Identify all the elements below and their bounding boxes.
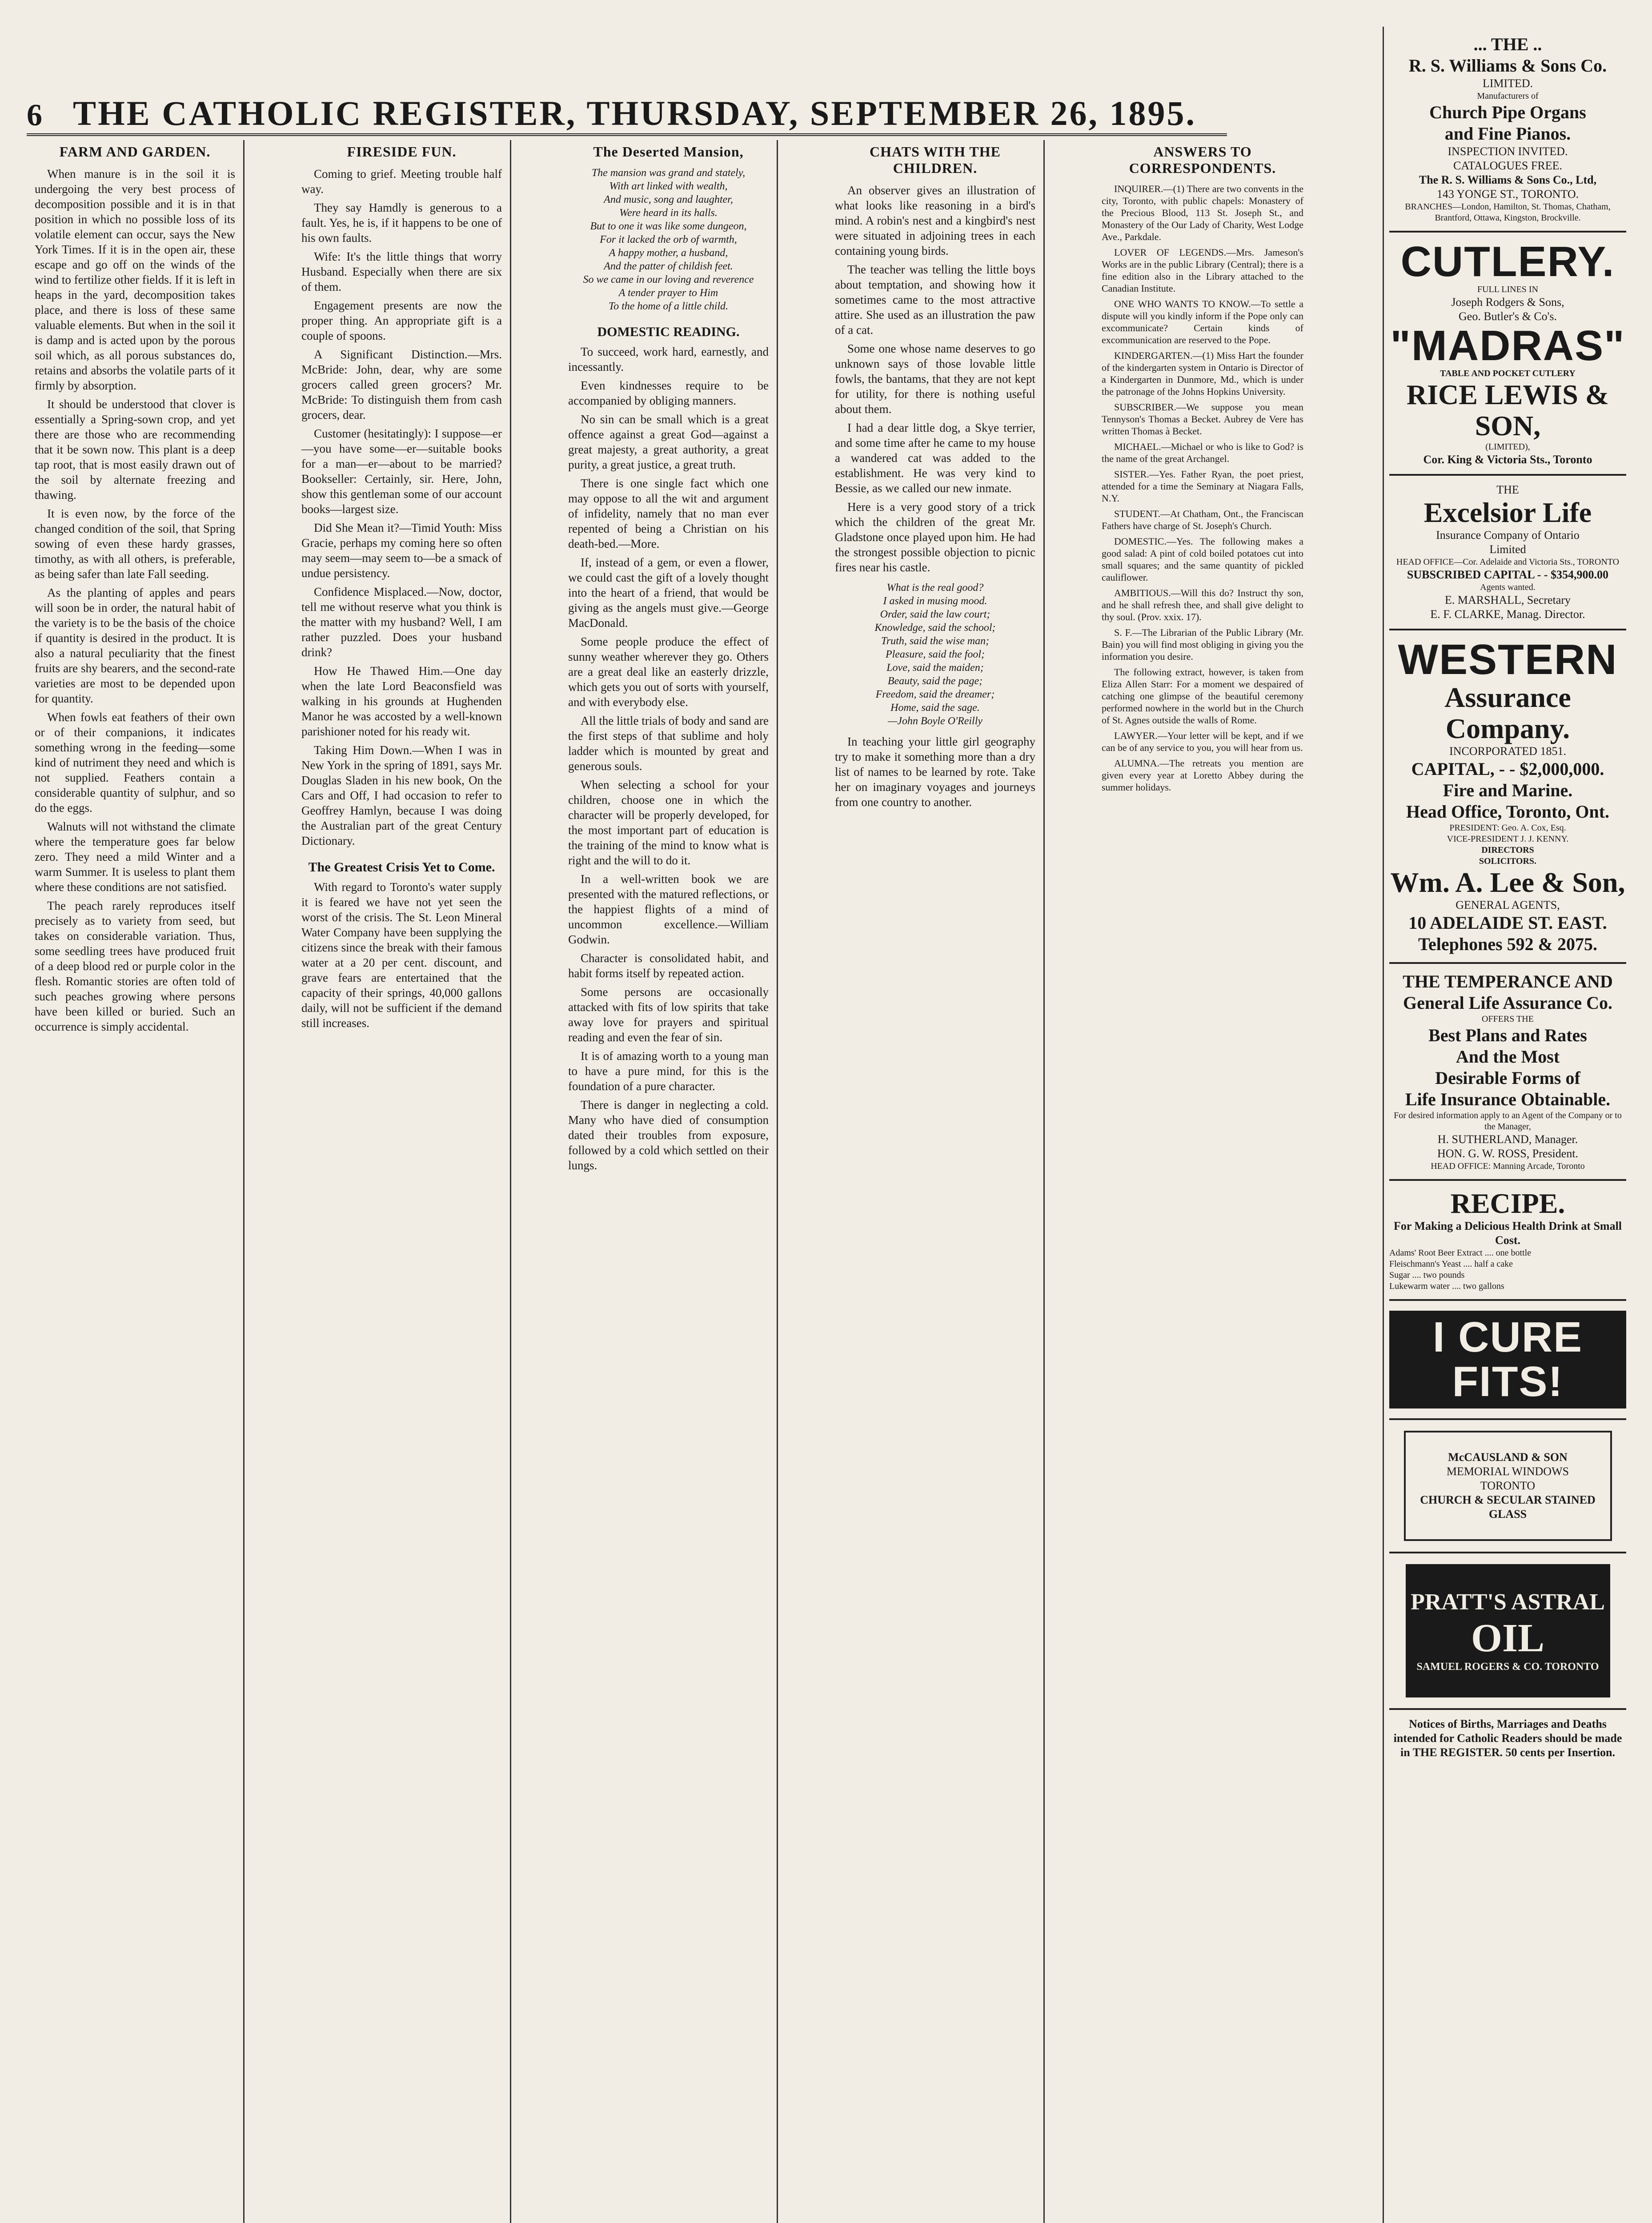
paragraph: They say Hamdly is generous to a fault. Yes, he is, if it happens to be one of his own faults.: [301, 201, 502, 245]
ad-title2: Assurance Company.: [1444, 682, 1571, 744]
ad-rice-limited: (LIMITED),: [1485, 442, 1530, 452]
ad-title: THE TEMPERANCE AND: [1403, 971, 1613, 991]
poem-line: Beauty, said the page;: [887, 675, 983, 687]
paragraph: AMBITIOUS.—Will this do? Instruct thy son, and he shall refresh thee, and shall give delight to thy soul. (Prov. xxix. 17).: [1102, 587, 1303, 622]
paragraph: Engagement presents are now the proper thing. An appropriate gift is a couple of spoons.: [301, 299, 502, 342]
poem-line: And music, song and laughter,: [604, 194, 733, 205]
paragraph: In a well-written book we are presented with the matured reflections, or the happiest flights of a mind of uncommon excellence.—William Godwin.: [568, 872, 769, 946]
paragraph: Customer (hesitatingly): I suppose—er—you have some—er—suitable books for a man—er—about to be married? Bookseller: Certainly, sir. Here, John, show this gentleman some of our account books—largest size.: [301, 427, 502, 516]
ad-temperance-life: [1389, 964, 1626, 1181]
pratts-logo: [1406, 1564, 1610, 1697]
ad-apply: For desired information apply to an Agent of the Company or to the Manager,: [1394, 1111, 1622, 1132]
ad-manufacturers: Manufacturers of: [1477, 91, 1539, 101]
column-heading: FIRESIDE FUN.: [347, 144, 457, 160]
paragraph: Some one whose name deserves to go unknown says of those lovable little fowls, the bantams, that they are not kept for utility, for there is nothing useful about them.: [835, 342, 1035, 416]
poem-line: To the home of a little child.: [608, 301, 729, 312]
paragraph: How He Thawed Him.—One day when the late Lord Beaconsfield was walking in his grounds at Hughenden Manor he was accosted by a well-known parishioner noted for his ready wit.: [301, 664, 502, 738]
ad-cure-fits: [1389, 1301, 1626, 1420]
ad-title: CUTLERY.: [1400, 238, 1615, 285]
logo-line: SAMUEL ROGERS & CO. TORONTO: [1416, 1661, 1599, 1673]
ad-branches: BRANCHES—London, Hamilton, St. Thomas, Chatham, Brantford, Ottawa, Kingston, Brockville.: [1405, 202, 1611, 223]
paragraph: In teaching your little girl geography try to make it something more than a dry list of names to be learned by rote. Take her on imaginary voyages and journeys from one country to another.: [835, 735, 1035, 809]
ad-directors: DIRECTORS: [1481, 845, 1534, 855]
poem-line: Home, said the sage.: [890, 702, 980, 714]
ad-desirable: Desirable Forms of: [1435, 1068, 1580, 1088]
ad-fire-marine: Fire and Marine.: [1443, 780, 1573, 800]
paragraph: As the planting of apples and pears will soon be in order, the natural habit of the variety is to be the basis of the choice if quantity is desired in the product. It is also a natural peculiarity that the finest fruits are shy bearers, and the second-rate varieties are most to be depended upon for quantity.: [35, 586, 235, 705]
ad-ingredient: Adams' Root Beer Extract .... one bottle: [1389, 1248, 1532, 1258]
paragraph: Coming to grief. Meeting trouble half way.: [301, 167, 502, 196]
paragraph: When fowls eat feathers of their own or of their companions, it indicates something wrong in the feeding—some kind of nutriment they need and which is not supplied. Feathers contain a considerable quantity of sulphur, and so do the eggs.: [35, 710, 235, 815]
logo-line: CHURCH & SECULAR STAINED GLASS: [1420, 1493, 1596, 1521]
ad-inspection: INSPECTION INVITED.: [1448, 145, 1568, 158]
ad-president: PRESIDENT: Geo. A. Cox, Esq.: [1449, 823, 1566, 833]
paragraph: Here is a very good story of a trick which the children of the great Mr. Gladstone once played upon him. He had the strongest possible objection to picnic fires near his castle.: [835, 500, 1035, 574]
ad-maker: Geo. Butler's & Co's.: [1459, 310, 1557, 323]
paper-title: THE CATHOLIC REGISTER, THURSDAY, SEPTEMBER 26, 1895.: [73, 94, 1196, 132]
paragraph: If, instead of a gem, or even a flower, we could cast the gift of a lovely thought into the heart of a friend, that would be giving as the angels must give.—George MacDonald.: [568, 556, 769, 630]
ad-capital: CAPITAL, - - $2,000,000.: [1411, 759, 1604, 779]
ad-pratts-astral-oil: [1389, 1553, 1626, 1710]
logo-line: MEMORIAL WINDOWS: [1446, 1465, 1569, 1478]
ad-ingredient: Sugar .... two pounds: [1389, 1270, 1465, 1280]
paragraph: Even kindnesses require to be accompanied by obliging manners.: [568, 379, 769, 407]
logo-line: McCAUSLAND & SON: [1448, 1451, 1568, 1464]
ad-head-office: HEAD OFFICE—Cor. Adelaide and Victoria Sts., TORONTO: [1396, 557, 1620, 567]
ad-limited: LIMITED.: [1482, 77, 1533, 90]
masthead: [27, 84, 1227, 136]
subheading: The Greatest Crisis Yet to Come.: [308, 860, 495, 875]
poem: [835, 581, 1035, 728]
paragraph: ALUMNA.—The retreats you mention are given every year at Loretto Abbey during the summer holidays.: [1102, 758, 1303, 793]
ad-agent-role: GENERAL AGENTS,: [1456, 899, 1560, 911]
column-heading: FARM AND GARDEN.: [59, 144, 211, 160]
ad-secretary: E. MARSHALL, Secretary: [1444, 594, 1571, 606]
ad-madras-sub: TABLE AND POCKET CUTLERY: [1440, 369, 1576, 378]
paragraph: STUDENT.—At Chatham, Ont., the Franciscan Fathers have charge of St. Joseph's Church.: [1102, 508, 1303, 531]
paragraph: No sin can be small which is a great offence against a great God—against a great majesty, a great authority, a great purity, a great justice, a great truth.: [568, 413, 769, 471]
poem-line: Pleasure, said the fool;: [885, 649, 985, 660]
ad-ingredient: Fleischmann's Yeast .... half a cake: [1389, 1259, 1513, 1269]
ad-telephones: Telephones 592 & 2075.: [1418, 934, 1597, 954]
paragraph: LAWYER.—Your letter will be kept, and if we can be of any service to you, you will hear from us.: [1102, 730, 1303, 753]
subheading: DOMESTIC READING.: [597, 325, 740, 339]
page-number: 6: [27, 98, 42, 132]
poem-line: Truth, said the wise man;: [881, 635, 990, 647]
paragraph: It is even now, by the force of the changed condition of the soil, that Spring sowing of even these hardy grasses, timothy, as with all others, is preferable, as being safer than late Fall seeding.: [35, 507, 235, 581]
paragraph: Walnuts will not withstand the climate where the temperature goes far below zero. They need a mild Winter and a warm Summer. It is useless to plant them where these conditions are not satisfied.: [35, 820, 235, 894]
poem: [568, 166, 769, 313]
paragraph: ONE WHO WANTS TO KNOW.—To settle a dispute will you kindly inform if the Pope only can excommunicate? Certain kinds of excommunication are reserved to the Pope.: [1102, 298, 1303, 345]
paragraph: When manure is in the soil it is undergoing the very best process of decomposition possible and it is in that position in which no possible loss of its volatile element can occur, says the New York Times. If it is in the open air, these escape and go off on the winds of the wind to fertilize other fields. If it is left in heaps in the yard, decomposition takes place, and there is loss of these same valuable elements. But when in the soil it is damp and is acted upon by the porous soil which, as all porous substances do, retains and absorbs the volatile parts of it firmly by absorption.: [35, 167, 235, 392]
paragraph: The peach rarely reproduces itself precisely as to variety from seed, but takes on considerable variation. Thus, some seedling trees have produced fruit of a deep blood red or purple color in the flesh. Romantic stories are often told of such peaches growing where persons have been killed or buried. Such an occurrence is simply accidental.: [35, 899, 235, 1033]
ad-recipe: [1389, 1181, 1626, 1301]
ad-mccausland: [1389, 1420, 1626, 1553]
paragraph: INQUIRER.—(1) There are two convents in the city, Toronto, with public chapels: Monastery of the Precious Blood, 113 St. Joseph St., and Monastery of the Our Lady of Charity, West Lodge Ave., Parkdale.: [1102, 183, 1303, 242]
ad-notice-text: Notices of Births, Marriages and Deaths intended for Catholic Readers should be made in THE REGISTER. 50 cents per Insertion.: [1393, 1717, 1622, 1759]
ad-title2: General Life Assurance Co.: [1403, 993, 1613, 1013]
paragraph: A Significant Distinction.—Mrs. McBride: John, dear, why are some grocers called green grocers? Mr. McBride: To distinguish them from cash grocers, dear.: [301, 348, 502, 421]
ad-and-most: And the Most: [1456, 1047, 1560, 1067]
ad-company: R. S. Williams & Sons Co.: [1408, 56, 1607, 76]
ad-agent-address: 10 ADELAIDE ST. EAST.: [1408, 913, 1607, 933]
logo-line: PRATT'S ASTRAL: [1411, 1589, 1605, 1615]
column-fireside-fun: [293, 140, 511, 2223]
column-heading: ANSWERS TO CORRESPONDENTS.: [1129, 144, 1276, 176]
paragraph: To succeed, work hard, earnestly, and incessantly.: [568, 345, 769, 373]
poem-line: With art linked with wealth,: [609, 181, 728, 192]
ad-title: Excelsior Life: [1423, 497, 1592, 528]
ad-solicitors: SOLICITORS.: [1479, 856, 1537, 866]
paragraph: Some persons are occasionally attacked with fits of low spirits that take away love for prayers and spiritual reading and even the fear of sin.: [568, 985, 769, 1044]
paragraph: Confidence Misplaced.—Now, doctor, tell me without reserve what you think is the matter with my husband? Well, I am rather puzzled. Does your husband drink?: [301, 585, 502, 659]
poem-line: So we came in our loving and reverence: [583, 274, 754, 285]
poem-line: The mansion was grand and stately,: [591, 167, 746, 179]
poem-line: A happy mother, a husband,: [609, 247, 728, 259]
poem-line: A tender prayer to Him: [618, 287, 718, 299]
poem-line: What is the real good?: [886, 582, 984, 594]
logo-line: TORONTO: [1480, 1479, 1536, 1492]
ad-the: THE: [1496, 483, 1519, 496]
column-heading: CHATS WITH THE CHILDREN.: [870, 144, 1001, 176]
paragraph: I had a dear little dog, a Skye terrier, and some time after he came to my house a wandered cat was added to the establishment. He was very kind to Bessie, as we called our new inmate.: [835, 421, 1035, 495]
ad-notices: [1389, 1710, 1626, 1767]
ad-head-office: Head Office, Toronto, Ont.: [1406, 802, 1610, 822]
paragraph: It is of amazing worth to a young man to have a pure mind, for this is the foundation of a pure character.: [568, 1049, 769, 1093]
paragraph: There is danger in neglecting a cold. Many who have died of consumption dated their troubles from exposure, followed by a cold which settled on their lungs.: [568, 1098, 769, 1172]
ad-rice-address: Cor. King & Victoria Sts., Toronto: [1423, 453, 1592, 466]
column-chats-children: [827, 140, 1045, 2223]
ad-limited: Limited: [1489, 543, 1526, 556]
poem-line: For it lacked the orb of warmth,: [600, 234, 737, 245]
ad-best: Best Plans and Rates: [1428, 1025, 1587, 1045]
ad-sub: Insurance Company of Ontario: [1436, 529, 1580, 542]
paragraph: MICHAEL.—Michael or who is like to God? is the name of the great Archangel.: [1102, 441, 1303, 464]
paragraph: Character is consolidated habit, and habit forms itself by repeated action.: [568, 951, 769, 980]
ad-excelsior-life: [1389, 476, 1626, 630]
paragraph: LOVER OF LEGENDS.—Mrs. Jameson's Works are in the public Library (Central); there is a fine edition also in the Library attached to the Canadian Institute.: [1102, 247, 1303, 294]
ad-director: E. F. CLARKE, Manag. Director.: [1430, 608, 1585, 621]
paragraph: The following extract, however, is taken from Eliza Allen Starr: For a moment we despaired of catching one glimpse of the beautiful ceremony performed nowhere in the world but in the Church of St. Agnes outside the walls of Rome.: [1102, 666, 1303, 726]
paragraph: KINDERGARTEN.—(1) Miss Hart the founder of the kindergarten system in Ontario is Director of a Kindergarten in Dunmore, Md., which is under the patronage of the Johns Hopkins University.: [1102, 350, 1303, 397]
paragraph: There is one single fact which one may oppose to all the wit and argument of infidelity, namely that no man ever repented of being a Christian on his death-bed.—More.: [568, 477, 769, 550]
paragraph: Did She Mean it?—Timid Youth: Miss Gracie, perhaps my coming here so often may seem—may seem to—be a smack of undue persistency.: [301, 521, 502, 580]
poem-line: Freedom, said the dreamer;: [875, 689, 995, 700]
ad-title: I CURE FITS!: [1389, 1311, 1626, 1408]
ad-western-assurance: [1389, 630, 1626, 964]
article-columns: [27, 140, 1360, 2223]
ad-subtitle: For Making a Delicious Health Drink at Small Cost.: [1393, 1220, 1622, 1247]
ad-product-line: Church Pipe Organs: [1429, 102, 1586, 122]
ad-incorporated: INCORPORATED 1851.: [1449, 745, 1566, 758]
column-answers: [1094, 140, 1311, 2223]
paragraph: The teacher was telling the little boys about temptation, and showing how it sometimes came to the most attractive attire. She used as an illustration the paw of a cat.: [835, 263, 1035, 337]
logo-line: OIL: [1471, 1616, 1545, 1660]
paragraph: With regard to Toronto's water supply it is feared we have not yet seen the worst of the crisis. The St. Leon Mineral Water Company have been supplying the citizens since the break with their famous water at a 20 per cent. discount, and grave fears are entertained that the capacity of their springs, 40,000 gallons daily, will not be sufficient if the demand still increases.: [301, 880, 502, 1030]
paragraph: Some people produce the effect of sunny weather wherever they go. Others are a great deal like an easterly drizzle, which gets you out of sorts with yourself, and with everybody else.: [568, 635, 769, 709]
ad-president: HON. G. W. ROSS, President.: [1437, 1147, 1579, 1160]
ad-vice-president: VICE-PRESIDENT J. J. KENNY.: [1447, 834, 1569, 844]
paragraph: Taking Him Down.—When I was in New York in the spring of 1891, says Mr. Douglas Sladen in his new book, On the Cars and Off, I had occasion to refer to Geoffrey Hamlyn, because I was doing the Australian part of the great Century Dictionary.: [301, 743, 502, 847]
poem-line: And the patter of childish feet.: [604, 261, 733, 272]
ad-obtainable: Life Insurance Obtainable.: [1405, 1089, 1611, 1109]
poem-line: I asked in musing mood.: [883, 595, 987, 607]
ad-rice-lewis: RICE LEWIS & SON,: [1406, 379, 1609, 441]
ad-catalogues: CATALOGUES FREE.: [1453, 159, 1562, 172]
ad-full-lines: FULL LINES IN: [1477, 285, 1539, 294]
ad-williams-organs: [1389, 27, 1626, 233]
paragraph: An observer gives an illustration of what looks like reasoning in a bird's mind. A robin's nest and a kingbird's nest were situated in adjoining trees in each containing young birds.: [835, 184, 1035, 257]
paragraph: All the little trials of body and sand are the first steps of that sublime and holy ladder which is mounted by great and generous souls.: [568, 714, 769, 773]
ad-capital: SUBSCRIBED CAPITAL - - $354,900.00: [1407, 568, 1609, 581]
paragraph: When selecting a school for your children, choose one in which the character will be properly developed, for the most important part of education is the training of the mind to know what is right and the will to do it.: [568, 778, 769, 867]
paragraph: DOMESTIC.—Yes. The following makes a good salad: A pint of cold boiled potatoes cut into small squares; and the same quantity of pickled cauliflower.: [1102, 536, 1303, 583]
ad-madras: "MADRAS": [1390, 322, 1625, 369]
advertisements-column: [1383, 27, 1632, 2223]
mccausland-logo: [1404, 1431, 1612, 1541]
paragraph: SUBSCRIBER.—We suppose you mean Tennyson's Thomas a Becket. Aubrey de Vere has written Thomas à Becket.: [1102, 401, 1303, 437]
ad-cutlery: [1389, 233, 1626, 476]
ad-firm: The R. S. Williams & Sons Co., Ltd,: [1419, 173, 1597, 186]
poem-line: Order, said the law court;: [880, 609, 990, 620]
paragraph: SISTER.—Yes. Father Ryan, the poet priest, attended for a time the Seminary at Niagara Falls, N.Y.: [1102, 469, 1303, 504]
ad-head-office: HEAD OFFICE: Manning Arcade, Toronto: [1431, 1161, 1585, 1171]
paragraph: Wife: It's the little things that worry Husband. Especially when there are six of them.: [301, 250, 502, 293]
ad-maker: Joseph Rodgers & Sons,: [1451, 296, 1564, 309]
ad-product-line: and Fine Pianos.: [1444, 124, 1571, 144]
ad-address: 143 YONGE ST., TORONTO.: [1436, 188, 1579, 201]
ad-ingredient: Lukewarm water .... two gallons: [1389, 1281, 1504, 1291]
poem-credit: —John Boyle O'Reilly: [887, 715, 983, 727]
ad-title: WESTERN: [1398, 636, 1618, 683]
ad-title: RECIPE.: [1450, 1188, 1565, 1219]
column-farm-garden: [27, 140, 245, 2223]
poem-line: Knowledge, said the school;: [874, 622, 996, 634]
column-domestic-reading: [560, 140, 778, 2223]
poem-line: But to one it was like some dungeon,: [590, 221, 747, 232]
ad-agent-name: Wm. A. Lee & Son,: [1390, 867, 1625, 898]
poem-title: The Deserted Mansion,: [593, 144, 744, 160]
paragraph: It should be understood that clover is essentially a Spring-sown crop, and yet there are those who are recommending that it be sown now. This plant is a deep tap root, that is most easily drawn out of the soil by alternate freezing and thawing.: [35, 397, 235, 502]
ad-manager: H. SUTHERLAND, Manager.: [1437, 1133, 1578, 1146]
ad-agents: Agents wanted.: [1480, 582, 1536, 592]
ad-offers: OFFERS THE: [1482, 1014, 1534, 1024]
poem-line: Were heard in its halls.: [619, 207, 718, 219]
paragraph: S. F.—The Librarian of the Public Library (Mr. Bain) you will find most obliging in giving you the information you desire.: [1102, 627, 1303, 662]
ad-lead: ... THE ..: [1473, 34, 1542, 54]
poem-line: Love, said the maiden;: [886, 662, 984, 674]
